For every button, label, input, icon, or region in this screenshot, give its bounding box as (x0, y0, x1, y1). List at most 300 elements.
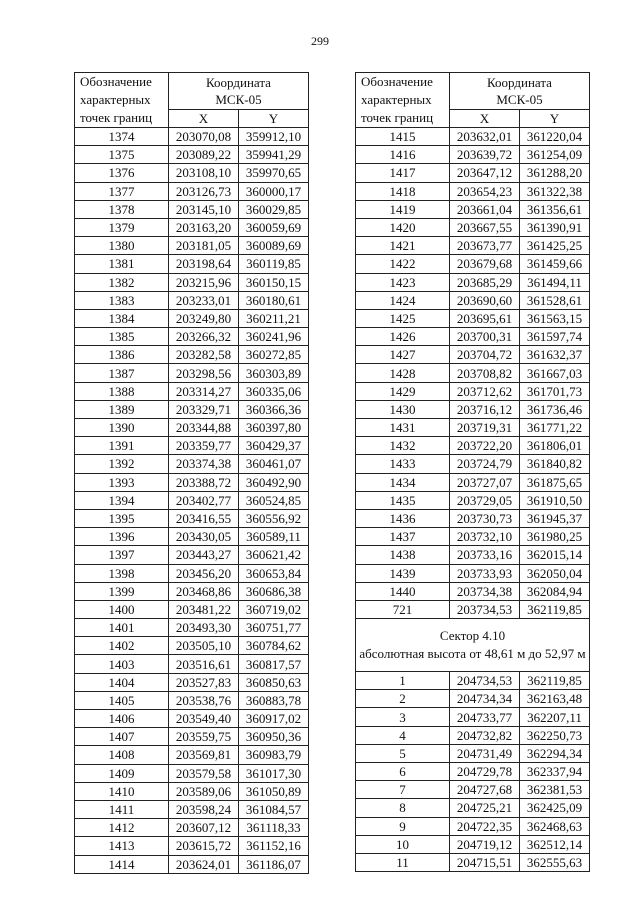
y-coordinate: 362555,63 (520, 853, 590, 871)
table-row (356, 781, 590, 799)
point-number: 1375 (75, 146, 169, 164)
point-number: 1417 (356, 164, 450, 182)
table-row (75, 182, 309, 200)
table-row (75, 637, 309, 655)
y-coordinate: 360751,77 (239, 619, 309, 637)
x-coordinate: 204729,78 (450, 763, 520, 781)
table-row (356, 473, 590, 491)
table-row (356, 419, 590, 437)
table-row (75, 218, 309, 236)
point-number: 1395 (75, 509, 169, 527)
y-coordinate: 359970,65 (239, 164, 309, 182)
x-coordinate: 203070,08 (169, 128, 239, 146)
x-coordinate: 203430,05 (169, 528, 239, 546)
table-row (75, 200, 309, 218)
table-row (75, 582, 309, 600)
y-coordinate: 361806,01 (520, 437, 590, 455)
x-coordinate: 203632,01 (450, 128, 520, 146)
x-coordinate: 203708,82 (450, 364, 520, 382)
y-coordinate: 360000,17 (239, 182, 309, 200)
x-coordinate: 203456,20 (169, 564, 239, 582)
point-number: 1 (356, 672, 450, 690)
table-row (75, 419, 309, 437)
y-coordinate: 361050,89 (239, 782, 309, 800)
point-number: 1396 (75, 528, 169, 546)
x-coordinate: 203719,31 (450, 419, 520, 437)
y-coordinate: 360784,62 (239, 637, 309, 655)
table-row (75, 309, 309, 327)
header-coordinate-label: Координата (206, 75, 271, 90)
header-y: Y (239, 109, 309, 127)
x-coordinate: 203624,01 (169, 855, 239, 873)
point-number: 1409 (75, 764, 169, 782)
x-coordinate: 203667,55 (450, 218, 520, 236)
point-number: 1435 (356, 491, 450, 509)
x-coordinate: 204727,68 (450, 781, 520, 799)
y-coordinate: 361528,61 (520, 291, 590, 309)
point-number: 1381 (75, 255, 169, 273)
table-row (356, 564, 590, 582)
point-number: 1403 (75, 655, 169, 673)
y-coordinate: 361288,20 (520, 164, 590, 182)
point-number: 5 (356, 744, 450, 762)
y-coordinate: 362163,48 (520, 690, 590, 708)
table-row (356, 763, 590, 781)
x-coordinate: 203505,10 (169, 637, 239, 655)
x-coordinate: 203729,05 (450, 491, 520, 509)
x-coordinate: 203733,93 (450, 564, 520, 582)
table-row (75, 673, 309, 691)
point-number: 1383 (75, 291, 169, 309)
x-coordinate: 203163,20 (169, 218, 239, 236)
table-row (75, 564, 309, 582)
y-coordinate: 362119,85 (520, 600, 590, 618)
table-row (356, 455, 590, 473)
table-row (75, 600, 309, 618)
point-number: 1438 (356, 546, 450, 564)
table-row (75, 764, 309, 782)
point-number: 10 (356, 835, 450, 853)
point-number: 1382 (75, 273, 169, 291)
x-coordinate: 203647,12 (450, 164, 520, 182)
y-coordinate: 362381,53 (520, 781, 590, 799)
point-number: 1393 (75, 473, 169, 491)
x-coordinate: 204731,49 (450, 744, 520, 762)
y-coordinate: 360397,80 (239, 419, 309, 437)
y-coordinate: 362294,34 (520, 744, 590, 762)
y-coordinate: 360335,06 (239, 382, 309, 400)
y-coordinate: 361563,15 (520, 309, 590, 327)
table-row (356, 582, 590, 600)
x-coordinate: 203733,16 (450, 546, 520, 564)
table-row (75, 382, 309, 400)
x-coordinate: 203690,60 (450, 291, 520, 309)
y-coordinate: 361736,46 (520, 400, 590, 418)
table-row (356, 164, 590, 182)
x-coordinate: 204733,77 (450, 708, 520, 726)
x-coordinate: 203359,77 (169, 437, 239, 455)
x-coordinate: 203108,10 (169, 164, 239, 182)
table-row (356, 672, 590, 690)
y-coordinate: 361945,37 (520, 509, 590, 527)
x-coordinate: 203730,73 (450, 509, 520, 527)
x-coordinate: 203704,72 (450, 346, 520, 364)
x-coordinate: 203126,73 (169, 182, 239, 200)
table-row (75, 164, 309, 182)
header-point-designation: Обозначение характерных точек границ (356, 73, 450, 128)
point-number: 1416 (356, 146, 450, 164)
x-coordinate: 203314,27 (169, 382, 239, 400)
y-coordinate: 362512,14 (520, 835, 590, 853)
y-coordinate: 361667,03 (520, 364, 590, 382)
y-coordinate: 360686,38 (239, 582, 309, 600)
table-row (75, 691, 309, 709)
x-coordinate: 203266,32 (169, 328, 239, 346)
sector-cell (356, 619, 590, 672)
point-number: 1440 (356, 582, 450, 600)
coordinates-table-left (74, 72, 309, 874)
y-coordinate: 360719,02 (239, 600, 309, 618)
y-coordinate: 361254,09 (520, 146, 590, 164)
x-coordinate: 203468,86 (169, 582, 239, 600)
x-coordinate: 203416,55 (169, 509, 239, 527)
y-coordinate: 361459,66 (520, 255, 590, 273)
table-row (356, 509, 590, 527)
x-coordinate: 204715,51 (450, 853, 520, 871)
point-number: 1428 (356, 364, 450, 382)
table-row (75, 728, 309, 746)
point-number: 1378 (75, 200, 169, 218)
point-number: 1430 (356, 400, 450, 418)
table-row (356, 146, 590, 164)
point-number: 1421 (356, 237, 450, 255)
table-row (75, 291, 309, 309)
page-number: 299 (311, 34, 329, 48)
point-number: 1419 (356, 200, 450, 218)
point-number: 1376 (75, 164, 169, 182)
y-coordinate: 362084,94 (520, 582, 590, 600)
x-coordinate: 203282,58 (169, 346, 239, 364)
table-row (75, 782, 309, 800)
point-number: 1405 (75, 691, 169, 709)
point-number: 1420 (356, 218, 450, 236)
x-coordinate: 203598,24 (169, 800, 239, 818)
point-number: 1436 (356, 509, 450, 527)
y-coordinate: 360150,15 (239, 273, 309, 291)
y-coordinate: 360817,57 (239, 655, 309, 673)
coordinates-table-right (355, 72, 590, 872)
table-row (356, 328, 590, 346)
x-coordinate: 203181,05 (169, 237, 239, 255)
table-row (356, 491, 590, 509)
table-row (75, 855, 309, 873)
y-coordinate: 360461,07 (239, 455, 309, 473)
x-coordinate: 203298,56 (169, 364, 239, 382)
y-coordinate: 360653,84 (239, 564, 309, 582)
point-number: 4 (356, 726, 450, 744)
point-number: 721 (356, 600, 450, 618)
point-number: 1425 (356, 309, 450, 327)
table-row (75, 328, 309, 346)
point-number: 1411 (75, 800, 169, 818)
y-coordinate: 361494,11 (520, 273, 590, 291)
y-coordinate: 360883,78 (239, 691, 309, 709)
table-row (75, 455, 309, 473)
table-row (356, 346, 590, 364)
point-number: 1429 (356, 382, 450, 400)
x-coordinate: 204719,12 (450, 835, 520, 853)
y-coordinate: 360850,63 (239, 673, 309, 691)
table-row (356, 437, 590, 455)
table-row (75, 491, 309, 509)
y-coordinate: 361597,74 (520, 328, 590, 346)
point-number: 1380 (75, 237, 169, 255)
point-number: 1414 (75, 855, 169, 873)
y-coordinate: 361220,04 (520, 128, 590, 146)
y-coordinate: 360950,36 (239, 728, 309, 746)
y-coordinate: 362207,11 (520, 708, 590, 726)
point-number: 1401 (75, 619, 169, 637)
point-number: 1386 (75, 346, 169, 364)
point-number: 1406 (75, 710, 169, 728)
y-coordinate: 362250,73 (520, 726, 590, 744)
y-coordinate: 362015,14 (520, 546, 590, 564)
header-coordinate-system: МСК-05 (496, 92, 543, 107)
point-number: 1398 (75, 564, 169, 582)
y-coordinate: 360556,92 (239, 509, 309, 527)
point-number: 1418 (356, 182, 450, 200)
x-coordinate: 203722,20 (450, 437, 520, 455)
x-coordinate: 203249,80 (169, 309, 239, 327)
point-number: 1427 (356, 346, 450, 364)
y-coordinate: 360272,85 (239, 346, 309, 364)
point-number: 1384 (75, 309, 169, 327)
table-row (356, 182, 590, 200)
y-coordinate: 362050,04 (520, 564, 590, 582)
y-coordinate: 360589,11 (239, 528, 309, 546)
right-table-body-a (356, 128, 590, 619)
table-row (75, 128, 309, 146)
table-row (75, 837, 309, 855)
y-coordinate: 361425,25 (520, 237, 590, 255)
point-number: 1391 (75, 437, 169, 455)
header-coordinate-label: Координата (487, 75, 552, 90)
x-coordinate: 203344,88 (169, 419, 239, 437)
y-coordinate: 360089,69 (239, 237, 309, 255)
x-coordinate: 203654,23 (450, 182, 520, 200)
point-number: 1433 (356, 455, 450, 473)
point-number: 1404 (75, 673, 169, 691)
y-coordinate: 360211,21 (239, 309, 309, 327)
x-coordinate: 203732,10 (450, 528, 520, 546)
x-coordinate: 203724,79 (450, 455, 520, 473)
y-coordinate: 361980,25 (520, 528, 590, 546)
point-number: 1397 (75, 546, 169, 564)
y-coordinate: 359912,10 (239, 128, 309, 146)
point-number: 1402 (75, 637, 169, 655)
table-row (356, 546, 590, 564)
table-row (356, 364, 590, 382)
x-coordinate: 204734,34 (450, 690, 520, 708)
table-row (75, 255, 309, 273)
point-number: 1389 (75, 400, 169, 418)
right-table-body-b (356, 672, 590, 872)
y-coordinate: 360429,37 (239, 437, 309, 455)
y-coordinate: 361910,50 (520, 491, 590, 509)
x-coordinate: 203559,75 (169, 728, 239, 746)
point-number: 1379 (75, 218, 169, 236)
x-coordinate: 203388,72 (169, 473, 239, 491)
point-number: 6 (356, 763, 450, 781)
x-coordinate: 203233,01 (169, 291, 239, 309)
y-coordinate: 362468,63 (520, 817, 590, 835)
table-row (356, 600, 590, 618)
sector-title: Сектор 4.10 (439, 627, 506, 643)
y-coordinate: 360059,69 (239, 218, 309, 236)
x-coordinate: 203145,10 (169, 200, 239, 218)
point-number: 9 (356, 817, 450, 835)
table-row (75, 400, 309, 418)
x-coordinate: 203607,12 (169, 819, 239, 837)
x-coordinate: 203615,72 (169, 837, 239, 855)
point-number: 8 (356, 799, 450, 817)
table-row (356, 128, 590, 146)
table-row (75, 273, 309, 291)
table-row (75, 509, 309, 527)
x-coordinate: 203734,38 (450, 582, 520, 600)
y-coordinate: 360241,96 (239, 328, 309, 346)
y-coordinate: 361017,30 (239, 764, 309, 782)
table-row (356, 291, 590, 309)
point-number: 1434 (356, 473, 450, 491)
point-number: 1422 (356, 255, 450, 273)
table-row (75, 346, 309, 364)
table-row (356, 255, 590, 273)
table-row (356, 309, 590, 327)
x-coordinate: 204732,82 (450, 726, 520, 744)
x-coordinate: 203538,76 (169, 691, 239, 709)
point-number: 1400 (75, 600, 169, 618)
sector-subtitle: абсолютная высота от 48,61 м до 52,97 м (359, 646, 586, 662)
header-coordinate-system: МСК-05 (215, 92, 262, 107)
x-coordinate: 203700,31 (450, 328, 520, 346)
table-row (356, 273, 590, 291)
header-y: Y (520, 109, 590, 127)
table-row (75, 710, 309, 728)
table-row (356, 528, 590, 546)
y-coordinate: 361632,37 (520, 346, 590, 364)
table-row (356, 799, 590, 817)
point-number: 1377 (75, 182, 169, 200)
x-coordinate: 203695,61 (450, 309, 520, 327)
point-number: 1387 (75, 364, 169, 382)
x-coordinate: 203661,04 (450, 200, 520, 218)
y-coordinate: 360029,85 (239, 200, 309, 218)
y-coordinate: 362425,09 (520, 799, 590, 817)
point-number: 1388 (75, 382, 169, 400)
point-number: 1431 (356, 419, 450, 437)
point-number: 1432 (356, 437, 450, 455)
y-coordinate: 360303,89 (239, 364, 309, 382)
x-coordinate: 204725,21 (450, 799, 520, 817)
y-coordinate: 360524,85 (239, 491, 309, 509)
y-coordinate: 360492,90 (239, 473, 309, 491)
y-coordinate: 361322,38 (520, 182, 590, 200)
x-coordinate: 203527,83 (169, 673, 239, 691)
x-coordinate: 203089,22 (169, 146, 239, 164)
x-coordinate: 203712,62 (450, 382, 520, 400)
y-coordinate: 361701,73 (520, 382, 590, 400)
y-coordinate: 361186,07 (239, 855, 309, 873)
table-row (356, 835, 590, 853)
point-number: 3 (356, 708, 450, 726)
point-number: 1392 (75, 455, 169, 473)
y-coordinate: 360119,85 (239, 255, 309, 273)
x-coordinate: 203516,61 (169, 655, 239, 673)
table-row (75, 437, 309, 455)
point-number: 1390 (75, 419, 169, 437)
point-number: 1408 (75, 746, 169, 764)
table-row (75, 237, 309, 255)
y-coordinate: 362337,94 (520, 763, 590, 781)
table-row (356, 218, 590, 236)
header-x: X (450, 109, 520, 127)
table-row (75, 546, 309, 564)
table-row (75, 800, 309, 818)
x-coordinate: 203198,64 (169, 255, 239, 273)
y-coordinate: 361118,33 (239, 819, 309, 837)
x-coordinate: 203589,06 (169, 782, 239, 800)
table-row (356, 744, 590, 762)
x-coordinate: 203569,81 (169, 746, 239, 764)
header-point-designation: Обозначение характерных точек границ (75, 73, 169, 128)
x-coordinate: 203716,12 (450, 400, 520, 418)
point-number: 1424 (356, 291, 450, 309)
x-coordinate: 203493,30 (169, 619, 239, 637)
table-row (356, 817, 590, 835)
point-number: 1374 (75, 128, 169, 146)
point-number: 2 (356, 690, 450, 708)
x-coordinate: 204722,35 (450, 817, 520, 835)
y-coordinate: 360621,42 (239, 546, 309, 564)
y-coordinate: 361771,22 (520, 419, 590, 437)
y-coordinate: 359941,29 (239, 146, 309, 164)
table-row (75, 746, 309, 764)
y-coordinate: 361356,61 (520, 200, 590, 218)
x-coordinate: 203679,68 (450, 255, 520, 273)
y-coordinate: 361840,82 (520, 455, 590, 473)
point-number: 11 (356, 853, 450, 871)
y-coordinate: 360366,36 (239, 400, 309, 418)
x-coordinate: 203215,96 (169, 273, 239, 291)
table-row (75, 619, 309, 637)
y-coordinate: 362119,85 (520, 672, 590, 690)
table-row (356, 400, 590, 418)
x-coordinate: 203734,53 (450, 600, 520, 618)
sector-block (356, 619, 590, 672)
x-coordinate: 203685,29 (450, 273, 520, 291)
x-coordinate: 204734,53 (450, 672, 520, 690)
point-number: 1437 (356, 528, 450, 546)
y-coordinate: 361875,65 (520, 473, 590, 491)
y-coordinate: 360983,79 (239, 746, 309, 764)
x-coordinate: 203329,71 (169, 400, 239, 418)
point-number: 1423 (356, 273, 450, 291)
x-coordinate: 203579,58 (169, 764, 239, 782)
table-row (75, 473, 309, 491)
x-coordinate: 203727,07 (450, 473, 520, 491)
x-coordinate: 203639,72 (450, 146, 520, 164)
